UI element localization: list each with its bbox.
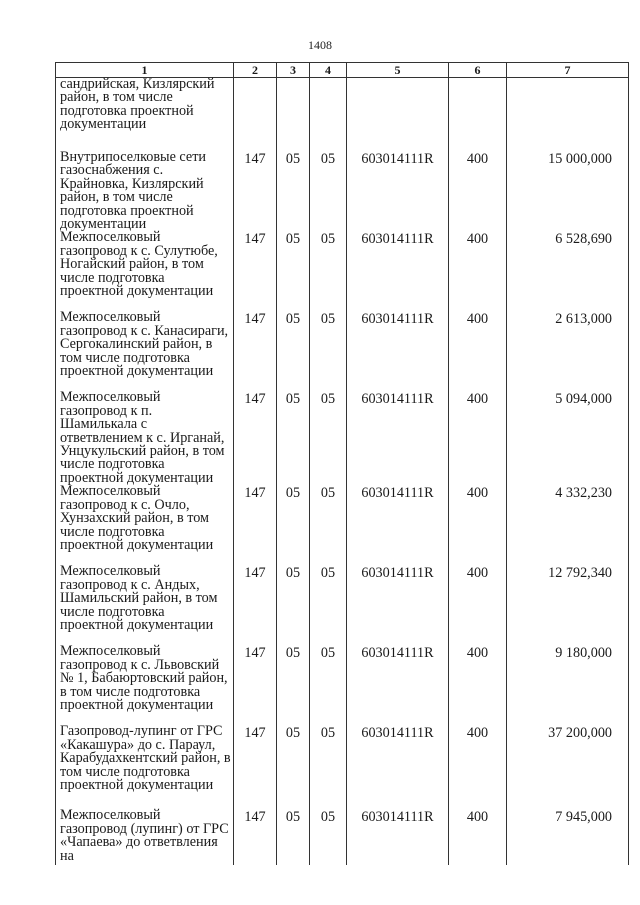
row-cell-c5	[347, 78, 449, 152]
row-cell-c4: 05	[310, 231, 347, 311]
header-col-7: 7	[507, 63, 629, 78]
row-name-cell	[56, 151, 234, 231]
row-cell-c4: 05	[310, 151, 347, 231]
header-col-3: 3	[277, 63, 310, 78]
row-name-cell	[56, 391, 234, 485]
row-cell-c5: 603014111R	[347, 809, 449, 865]
row-name-cell	[56, 645, 234, 725]
row-cell-sum: 9 180,000	[507, 645, 629, 725]
row-cell-c4: 05	[310, 725, 347, 809]
row-cell-c3: 05	[277, 151, 310, 231]
row-name: Газопровод-лупинг от ГРС «Какашура» до с. Параул, Карабудахкентский район, в том числе подготовка проектной документации	[60, 723, 231, 793]
row-cell-c6: 400	[449, 485, 507, 565]
row-cell-c6: 400	[449, 311, 507, 391]
row-name: Межпоселковый газопровод (лупинг) от ГРС «Чапаева» до ответвления на	[60, 807, 229, 864]
row-cell-c5: 603014111R	[347, 311, 449, 391]
row-name-cell	[56, 78, 234, 152]
row-cell-c3: 05	[277, 311, 310, 391]
row-cell-c4: 05	[310, 645, 347, 725]
row-cell-c4: 05	[310, 311, 347, 391]
row-name: Межпоселковый газопровод к с. Андых, Шамильский район, в том числе подготовка проектной документации	[60, 563, 218, 633]
row-name-cell	[56, 725, 234, 809]
table-row	[56, 725, 629, 809]
table-row	[56, 78, 629, 152]
row-cell-sum	[507, 78, 629, 152]
budget-table	[55, 62, 629, 865]
row-name-cell	[56, 485, 234, 565]
row-cell-sum: 37 200,000	[507, 725, 629, 809]
page-number: 1408	[308, 38, 332, 52]
row-cell-sum: 5 094,000	[507, 391, 629, 485]
header-col-2: 2	[234, 63, 277, 78]
row-cell-c2: 147	[234, 151, 277, 231]
row-cell-c3	[277, 78, 310, 152]
row-cell-sum: 6 528,690	[507, 231, 629, 311]
header-col-4: 4	[310, 63, 347, 78]
row-cell-c3: 05	[277, 725, 310, 809]
row-cell-c5: 603014111R	[347, 391, 449, 485]
row-cell-c5: 603014111R	[347, 485, 449, 565]
row-cell-c5: 603014111R	[347, 565, 449, 645]
row-cell-sum: 15 000,000	[507, 151, 629, 231]
row-cell-c2: 147	[234, 645, 277, 725]
row-cell-c2: 147	[234, 311, 277, 391]
row-cell-c4	[310, 78, 347, 152]
row-cell-c2	[234, 78, 277, 152]
row-name: Межпоселковый газопровод к с. Очло, Хунзахский район, в том числе подготовка проектной документации	[60, 483, 214, 553]
row-cell-c2: 147	[234, 565, 277, 645]
row-name-cell	[56, 231, 234, 311]
row-cell-c6: 400	[449, 645, 507, 725]
row-cell-c5: 603014111R	[347, 725, 449, 809]
row-name: сандрийская, Кизлярский район, в том числе подготовка проектной документации	[60, 76, 215, 133]
row-cell-c2: 147	[234, 231, 277, 311]
row-name-cell	[56, 809, 234, 865]
row-cell-c4: 05	[310, 391, 347, 485]
table-row	[56, 809, 629, 865]
row-cell-c4: 05	[310, 809, 347, 865]
table-row	[56, 565, 629, 645]
row-cell-c4: 05	[310, 565, 347, 645]
row-cell-c5: 603014111R	[347, 231, 449, 311]
row-cell-c6: 400	[449, 565, 507, 645]
row-name: Межпоселковый газопровод к с. Канасираги, Сергокалинский район, в том числе подготовка проектной документации	[60, 309, 229, 380]
row-name-cell	[56, 565, 234, 645]
row-cell-c6	[449, 78, 507, 152]
row-cell-c2: 147	[234, 725, 277, 809]
row-name: Межпоселковый газопровод к с. Сулутюбе, Ногайский район, в том числе подготовка проектной документации	[60, 229, 218, 300]
row-cell-c3: 05	[277, 231, 310, 311]
row-name-cell	[56, 311, 234, 391]
row-cell-c6: 400	[449, 809, 507, 865]
table-row	[56, 645, 629, 725]
header-col-6: 6	[449, 63, 507, 78]
row-cell-c5: 603014111R	[347, 645, 449, 725]
row-name: Межпоселковый газопровод к с. Львовский № 1, Бабаюртовский район, в том числе подготовка проектной документации	[60, 643, 228, 713]
row-cell-c3: 05	[277, 391, 310, 485]
table-row	[56, 311, 629, 391]
row-cell-c2: 147	[234, 485, 277, 565]
row-name: Внутрипоселковые сети газоснабжения с. Крайновка, Кизлярский район, в том числе подготовка проектной документации	[60, 149, 206, 233]
table-row	[56, 391, 629, 485]
row-cell-sum: 2 613,000	[507, 311, 629, 391]
row-cell-c2: 147	[234, 809, 277, 865]
row-cell-c6: 400	[449, 725, 507, 809]
row-cell-c3: 05	[277, 565, 310, 645]
row-cell-sum: 4 332,230	[507, 485, 629, 565]
table-row	[56, 231, 629, 311]
row-name: Межпоселковый газопровод к п. Шамилькала с ответвлением к с. Ирганай, Унцукульский район, в том числе подготовка проектной документации	[60, 389, 225, 486]
row-cell-sum: 7 945,000	[507, 809, 629, 865]
row-cell-c4: 05	[310, 485, 347, 565]
row-cell-c3: 05	[277, 485, 310, 565]
row-cell-c6: 400	[449, 231, 507, 311]
row-cell-c6: 400	[449, 391, 507, 485]
row-cell-c6: 400	[449, 151, 507, 231]
row-cell-c2: 147	[234, 391, 277, 485]
row-cell-c3: 05	[277, 645, 310, 725]
table-row	[56, 485, 629, 565]
row-cell-sum: 12 792,340	[507, 565, 629, 645]
header-col-1: 1	[56, 63, 234, 78]
row-cell-c3: 05	[277, 809, 310, 865]
row-cell-c5: 603014111R	[347, 151, 449, 231]
header-col-5: 5	[347, 63, 449, 78]
table-row	[56, 151, 629, 231]
